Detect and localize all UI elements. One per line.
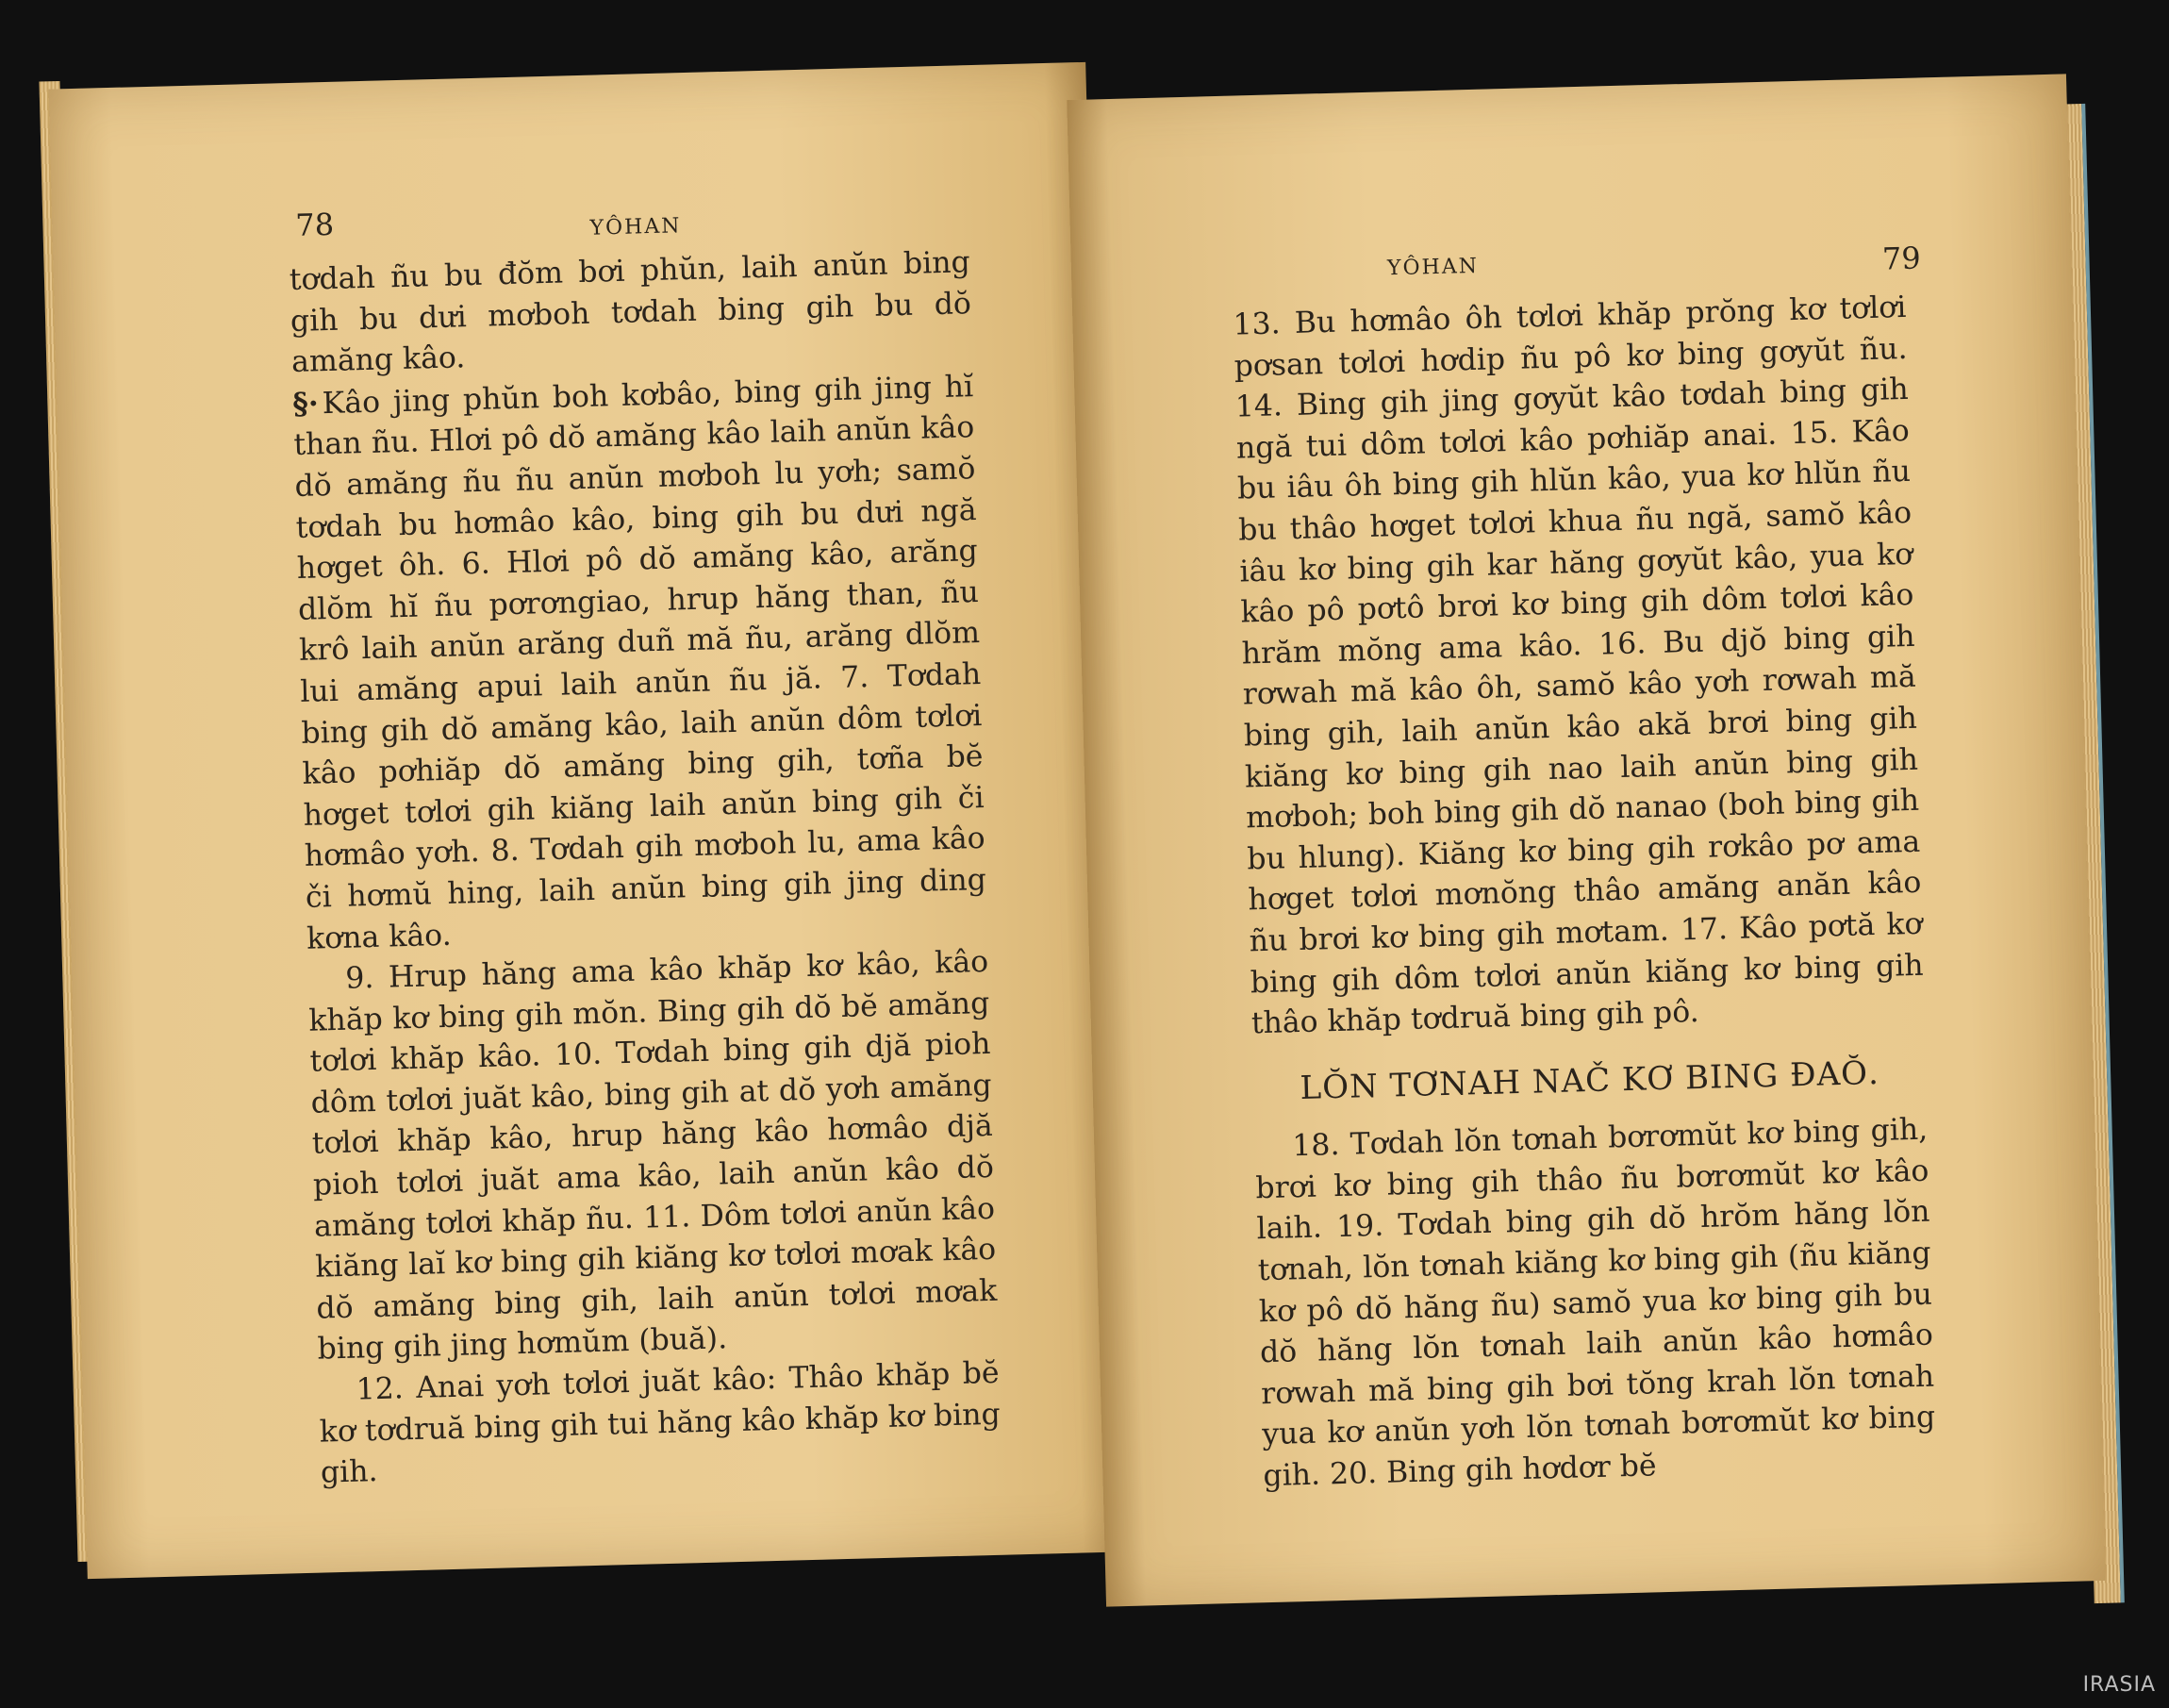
paragraph — [292, 366, 988, 960]
paragraph: 13. Bu hơmâo ôh tơlơi khăp prŏng kơ tơlơi pơsan tơlơi hơdip ñu pô kơ bing gơyŭt ñu. 14. Bing gih jing gơyŭt kâo tơdah bing gih ngă tui dôm tơlơi kâo pơhiăp anai. 15. Kâo bu iâu ôh bing gih hlŭn kâo, yua kơ hlŭn ñu bu thâo hơget tơlơi khua ñu ngă, samŏ kâo iâu kơ bing gih kar hăng gơyŭt kâo, yua kơ kâo pô pơtô brơi kơ bing gih dôm tơlơi kâo hrăm mŏng ama kâo. 16. Bu djŏ bing gih rơwah mă kâo ôh, samŏ kâo yơh rơwah mă bing gih, laih anŭn kâo akă brơi bing gih kiăng kơ bing gih nao laih anŭn bing gih mơboh; boh bing gih dŏ nanao (boh bing gih bu hlung). Kiăng kơ bing gih rơkâo pơ ama hơget tơlơi mơnŏng thâo amăng anăn kâo ñu brơi kơ bing gih mơtam. 17. Kâo pơtă kơ bing gih dôm tơlơi anŭn kiăng kơ bing gih thâo khăp tơdruă bing gih pô. — [1233, 290, 1925, 1041]
watermark: IRASIA — [2082, 1673, 2156, 1697]
paragraph: 9. Hrup hăng ama kâo khăp kơ kâo, kâo khăp kơ bing gih mŏn. Bing gih dŏ bĕ amăng tơlơi khăp kâo. 10. Tơdah bing gih djă pioh dôm tơlơi juăt kâo, bing gih at dŏ yơh amăng tơlơi khăp kâo, hrup hăng kâo hơmâo djă pioh tơlơi juăt ama kâo, laih anŭn kâo dŏ amăng tơlơi khăp ñu. 11. Dôm tơlơi anŭn kâo kiăng laĭ kơ bing gih kiăng kơ tơlơi mơak kâo dŏ amăng bing gih, laih anŭn tơlơi mơak bing gih jing hơmŭm (buă). — [307, 944, 998, 1368]
page-number: 79 — [1881, 240, 1922, 277]
paragraph: 12. Anai yơh tơlơi juăt kâo: Thâo khăp bĕ kơ tơdruă bing gih tui hăng kâo khăp kơ bing gih. — [319, 1355, 1002, 1490]
running-head: YÔHAN — [589, 214, 682, 240]
left-page — [49, 62, 1125, 1579]
section-heading: LŎN TƠNAH NAČ KƠ BING ĐAŎ. — [1300, 1053, 1880, 1107]
page-number: 78 — [294, 206, 335, 243]
paragraph-text: Kâo jing phŭn boh kơbâo, bing gih jing hĭ than ñu. Hlơi pô dŏ amăng kâo laih anŭn kâo dŏ amăng ñu ñu anŭn mơboh lu yơh; samŏ tơdah bu hơmâo kâo, bing gih bu dưi ngă hơget ôh. 6. Hlơi pô dŏ amăng kâo, arăng dlŏm hĭ ñu pơrơngiao, hrup hăng than, ñu krô laih anŭn arăng duñ mă ñu, arăng dlŏm lui amăng apui laih anŭn ñu jă. 7. Tơdah bing gih dŏ amăng kâo, laih anŭn dôm tơlơi kâo pơhiăp dŏ amăng bing gih, tơña bĕ hơget tơlơi gih kiăng laih anŭn bing gih či hơmâo yơh. 8. Tơdah gih mơboh lu, ama kâo či hơmŭ hing, laih anŭn bing gih jing ding kơna kâo. — [293, 369, 987, 956]
left-page-text — [289, 242, 1002, 1494]
paragraph: tơdah ñu bu đŏm bơi phŭn, laih anŭn bing gih bu dưi mơboh tơdah bing gih bu dŏ amăng kâo. — [289, 245, 972, 380]
running-head: YÔHAN — [1386, 254, 1480, 281]
section-mark-icon: §· — [291, 386, 320, 422]
right-page — [1067, 74, 2105, 1606]
right-page-text — [1233, 288, 1937, 1498]
paragraph: 18. Tơdah lŏn tơnah bơrơmŭt kơ bing gih, brơi kơ bing gih thâo ñu bơrơmŭt kơ kâo laih. 19. Tơdah bing gih dŏ hrŏm hăng lŏn tơnah, lŏn tơnah kiăng kơ bing gih (ñu kiăng kơ pô dŏ hăng ñu) samŏ yua kơ bing gih bu dŏ hăng lŏn tơnah laih anŭn kâo hơmâo rơwah mă bing gih bơi tŏng krah lŏn tơnah yua kơ anŭn yơh lŏn tơnah bơrơmŭt kơ bing gih. 20. Bing gih hơdơr bĕ — [1255, 1112, 1936, 1494]
